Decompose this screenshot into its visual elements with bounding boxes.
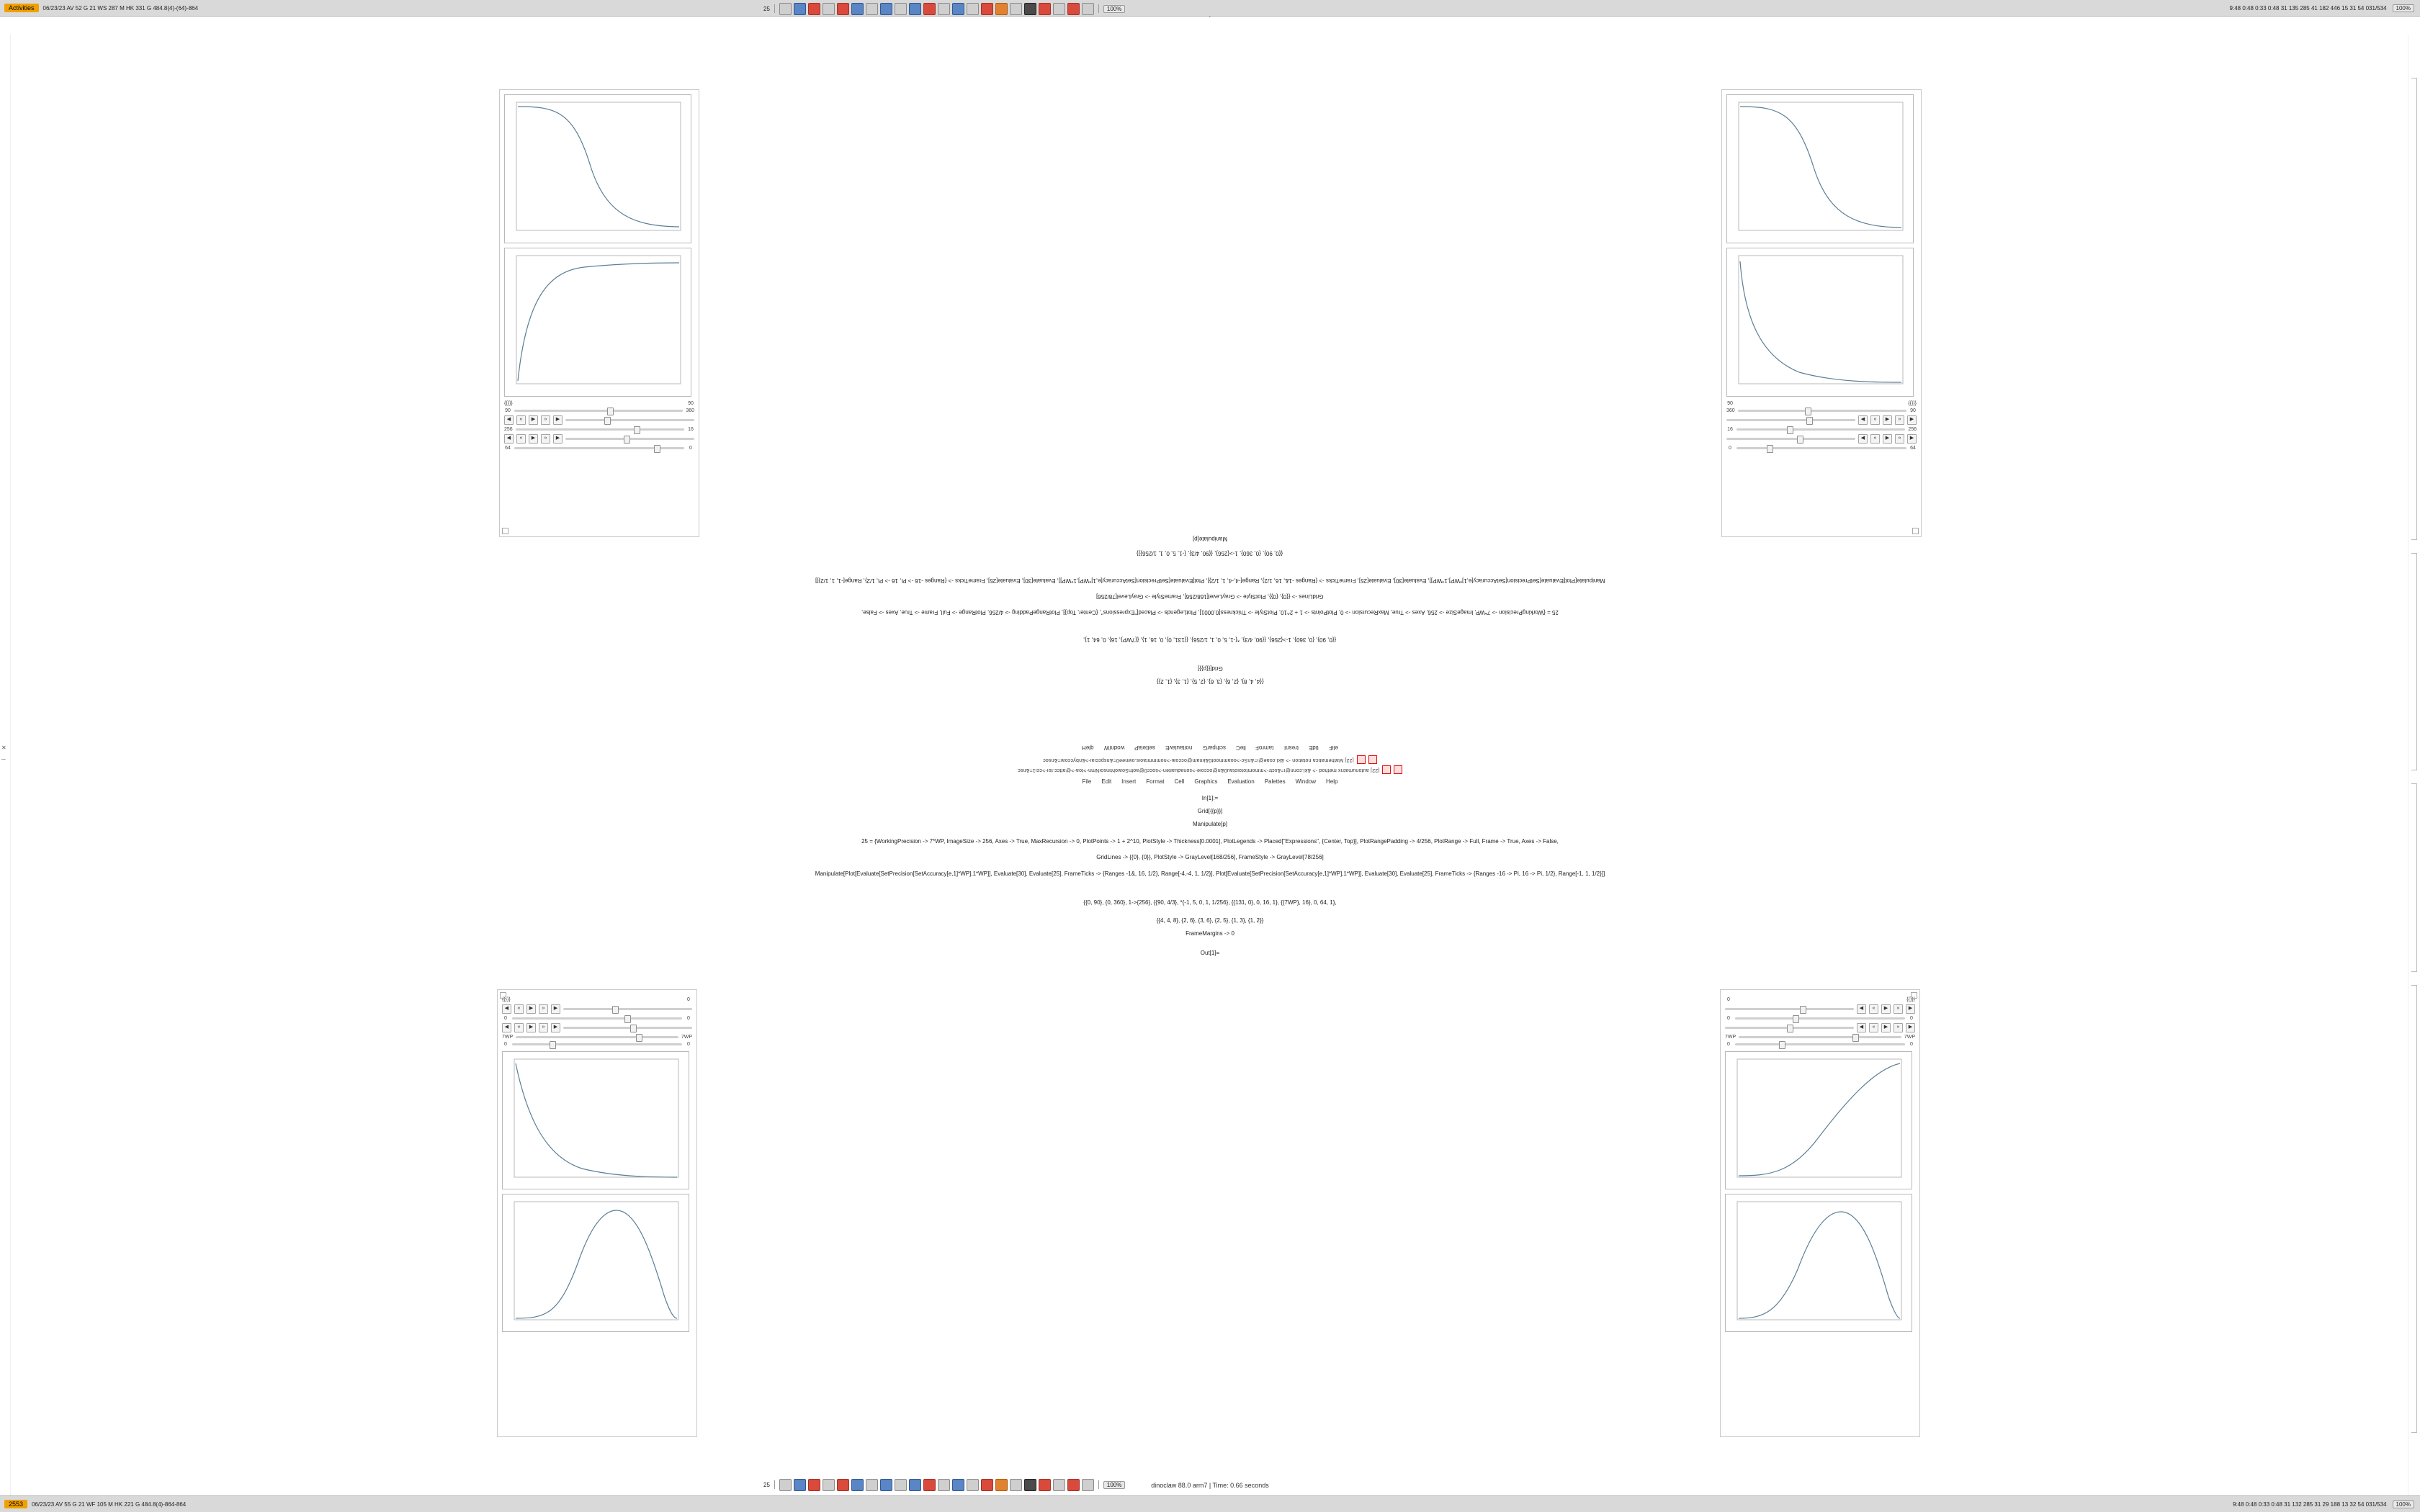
slider-row-1[interactable] [1726,408,1917,413]
slider-4[interactable] [1726,438,1855,440]
plot-top-left-upper [504,94,691,243]
play-button[interactable]: ▶ [529,415,538,425]
slider-5[interactable] [1736,447,1906,449]
mirrored-app-window[interactable] [936,744,1484,785]
plot-bottom-left-lower [502,1194,689,1332]
control-label-left: {{}}} [502,997,511,1002]
control-label-right: 90 [688,401,694,406]
step-forward-button[interactable]: ▶ [1906,1023,1915,1032]
record-icon[interactable] [981,3,993,15]
forward-button[interactable]: » [541,434,550,444]
forward-button[interactable]: » [1895,415,1904,425]
cell-bracket[interactable] [2411,985,2417,1433]
slider-row-5[interactable] [1725,1042,1915,1047]
menu-item-help[interactable]: Help [1326,778,1338,785]
rewind-button[interactable]: « [1869,1023,1878,1032]
terminal-icon[interactable] [779,1479,792,1491]
transport-row-2[interactable] [502,1023,692,1032]
error-marker-icon[interactable] [1368,755,1377,764]
plot-bottom-left-upper [502,1051,689,1189]
record-icon[interactable] [1039,1479,1051,1491]
play-button[interactable]: ▶ [529,434,538,444]
bottom-taskbar-overflow[interactable]: 100% [1103,1481,1125,1489]
control-row-label [504,401,694,406]
slider-5-max: 0 [1910,1042,1913,1047]
error-marker-icon[interactable] [1394,765,1402,774]
slider-4-max: 7WP [681,1035,692,1040]
slider-5-value: 0 [1729,446,1731,451]
slider-5[interactable] [512,1043,682,1045]
step-forward-button[interactable]: ▶ [1907,415,1917,425]
calculator-icon[interactable] [895,1479,907,1491]
code-line-4: {{0, 90}, {0, 360}, 1->{256}, {{90, 4/3}, *{-1, 5, 0, 1, 1/256}, {{131, 0}, 0, 16, 1}, {{7WP}, 16}, 0, 64, 1}, [1083,899,1337,906]
control-label-left: {{}}} [504,401,513,406]
slider-5-value: 0 [504,1042,507,1047]
terminal-icon[interactable] [779,3,792,15]
control-row-label [502,997,692,1002]
record-icon[interactable] [981,1479,993,1491]
top-bar-right-clock: 9:48 0:48 0:33 0:48 31 135 285 41 182 446 15 31 54 031/534 [2229,4,2387,12]
transport-row-2[interactable] [504,434,694,444]
rewind-button[interactable]: « [514,1004,524,1014]
play-button[interactable]: ▶ [526,1004,536,1014]
slider-4[interactable] [1739,1036,1901,1038]
bottom-bar-clock: 06/23/23 AV 55 G 21 WF 105 M HK 221 G 484.8(4)-864-864 [32,1500,187,1508]
music-icon[interactable] [938,3,950,15]
disk-icon[interactable] [1053,3,1065,15]
plot-top-right-upper [1726,94,1914,243]
slider-4[interactable] [565,438,694,440]
code-row-1[interactable] [936,755,1484,764]
camera-icon[interactable] [995,3,1008,15]
left-margin-rail [0,35,11,1511]
slider-5-value: 64 [505,446,511,451]
step-forward-button[interactable]: ▶ [551,1023,560,1032]
top-taskbar[interactable] [763,1,1125,16]
rewind-button[interactable]: « [514,1023,524,1032]
step-forward-button[interactable]: ▶ [551,1004,560,1014]
step-forward-button[interactable]: ▶ [1906,1004,1915,1014]
step-back-button[interactable]: ◀ [504,415,514,425]
forward-button[interactable]: » [541,415,550,425]
paint-icon[interactable] [1024,1479,1036,1491]
bottom-bar-zoom[interactable]: 100% [2393,1500,2414,1508]
slider-3[interactable] [1725,1027,1854,1029]
code-line-1: Manipulate[Plot[Evaluate[SetPrecision[SetAccuracy[e,1]*WP],1*WP]], Evaluate[30], Evaluate[25], FrameTicks -> {Ranges -1&, 16, 1/2}, Range[-4,-4, 1, 1/2}], Plot[Evaluate[SetPrecision[SetAccuracy[e,1]*WP],1*WP]], Evaluate[30], Evaluate[25], FrameTicks -> {Ranges -16 -> Pi, 16 -> Pi, 1/2}, Range[-1, 1, 1/2}]] [815,870,1605,877]
control-label-right: {{}}} [1908,401,1917,406]
taskbar-count: 25 [763,5,770,12]
error-marker-icon[interactable] [1382,765,1391,774]
slider-2[interactable] [1726,419,1855,421]
slider-5-max: 0 [689,446,692,451]
menu-item-file[interactable]: eliF [1328,744,1338,751]
forward-button[interactable]: » [1895,434,1904,444]
rewind-button[interactable]: « [1869,1004,1878,1014]
slider-1[interactable] [1738,410,1906,412]
slider-3-max: 16 [688,427,694,432]
code-line-3: 25 = {WorkingPrecision -> 7*WP, ImageSize -> 256, Axes -> True, MaxRecursion -> 0, PlotPoints -> 1 + 2^10, PlotStyle -> Thickness[0.0001], PlotLegends -> Placed["Expressions", {Center, Top}], PlotRangePadding -> 4/256, PlotRange -> Full, Frame -> True, Axes -> False, [861,838,1559,845]
forward-button[interactable]: » [1894,1023,1903,1032]
network-icon[interactable] [1010,3,1022,15]
code-row-2[interactable] [936,765,1484,774]
window-close-icon[interactable]: ✕ [1,744,6,751]
menu-item-cell[interactable]: lleC [1235,744,1246,751]
menu-item-palettes[interactable]: Palettes [1264,778,1286,785]
slider-1-value: 360 [1726,408,1735,413]
menu-item-insert[interactable]: tresnI [1283,744,1299,751]
window-minimize-icon[interactable]: ─ [1,756,6,762]
slider-3-max: 256 [1908,427,1917,432]
record-icon[interactable] [808,1479,820,1491]
step-back-button[interactable]: ◀ [504,434,514,444]
top-bar-zoom[interactable]: 100% [2393,4,2414,12]
slider-1[interactable] [1725,1008,1854,1010]
menu-item-edit[interactable]: tidE [1308,744,1319,751]
mail-icon[interactable] [909,1479,921,1491]
cell-bracket[interactable] [2411,553,2417,770]
slider-row-2[interactable] [1725,1016,1915,1021]
record-icon[interactable] [837,3,849,15]
control-label-left: 0 [1727,997,1730,1002]
slider-3[interactable] [1736,428,1905,431]
code-text-2: [22] autonumatrix method -> &kl.conn@i=&sctr->mmomtotoiotau0&n@occoie->sonaduaiten->socc0@aofnSoaiohtinsoiNmn->toa->@attcc.toi->cci1=&nsc [1017,767,1380,773]
menu-item-file[interactable]: File [1082,778,1092,785]
rewind-button[interactable]: « [516,415,526,425]
slider-2-max: 0 [687,1016,690,1021]
settings-icon[interactable] [952,1479,964,1491]
result-1: {{4, 4, 8}, {2, 6}, {3, 6}, {2, 5}, {1, 3}, {1, 2}} [1156,917,1264,924]
menu-item-evaluation[interactable]: Evaluation [1227,778,1255,785]
clock-icon[interactable] [1082,1479,1094,1491]
panel-resize-handle[interactable] [1912,528,1919,534]
slider-5[interactable] [514,447,684,449]
bottom-system-bar [0,1495,2420,1512]
taskbar-separator [1098,1480,1099,1489]
manipulate-panel-bottom-left[interactable] [497,989,697,1437]
plot-top-left-lower [504,248,691,397]
slider-5-max: 0 [687,1042,690,1047]
slider-4[interactable] [516,1036,678,1038]
browser-icon[interactable] [851,1479,864,1491]
play-button[interactable]: ▶ [526,1023,536,1032]
image-viewer-icon[interactable] [880,1479,892,1491]
image-viewer-icon[interactable] [880,3,892,15]
menu-item-help[interactable]: qleH [1082,744,1094,751]
text-editor-icon[interactable] [866,3,878,15]
bottom-bar-right-clock: 9:48 0:48 0:33 0:48 31 132 285 31 29 188 13 32 54 031/534 [2233,1500,2387,1508]
network-icon[interactable] [1010,1479,1022,1491]
browser-icon[interactable] [851,3,864,15]
slider-2-max: 0 [1910,1016,1913,1021]
code-text-1: [22] Mathematica notation -> &kl.coae@i=&nSc->ooammoot0&knam@occoai->nommmtaois.ownee0=&nspcciai->&nbyccoai=&nsoc [1043,757,1354,762]
top-bar-right [2230,4,2420,12]
slider-2[interactable] [565,419,694,421]
menu-item-window[interactable]: Window [1295,778,1317,785]
slider-row-2[interactable] [502,1016,692,1021]
step-back-button[interactable]: ◀ [1858,434,1868,444]
slider-3-value: 16 [1727,427,1733,432]
record-icon[interactable] [1067,3,1080,15]
menu-item-graphics[interactable]: scihparG [1202,744,1226,751]
plot-top-right-lower [1726,248,1914,397]
taskbar-overflow[interactable]: 100% [1103,5,1125,13]
top-system-bar [0,0,2420,17]
play-button[interactable]: ▶ [1881,1004,1891,1014]
transport-row-1[interactable] [502,1004,692,1014]
step-forward-button[interactable]: ▶ [1907,434,1917,444]
mirror-code-2: GridLines -> {{0}, {0}}, PlotStyle -> GrayLevel[168/256], FrameStyle -> GrayLevel[78/256] [1096,593,1324,600]
paint-icon[interactable] [1024,3,1036,15]
step-back-button[interactable]: ◀ [1857,1023,1866,1032]
record-icon[interactable] [808,3,820,15]
control-label-right: {{}}} [1906,997,1915,1002]
play-button[interactable]: ▶ [1883,415,1892,425]
mirror-line-3: Grid[{{p}}] [1197,665,1223,672]
calculator-icon[interactable] [895,3,907,15]
text-editor-icon[interactable] [866,1479,878,1491]
mirror-line-2: {{0, 90}, {0, 360}, 1->{256}, {{90, 4/3}, {-1, 5, 0, 1, 1/256}}} [1137,550,1283,557]
menu-bar-normal[interactable] [936,778,1484,785]
record-icon[interactable] [1067,1479,1080,1491]
slider-row-5[interactable] [502,1042,692,1047]
clock-icon[interactable] [1082,3,1094,15]
control-row-label [1726,401,1917,406]
bottom-bar-right [2233,1500,2420,1508]
transport-row-1[interactable] [1726,415,1917,425]
grid-line: Grid[{{p}}] [1197,808,1223,814]
slider-row-4[interactable] [1725,1035,1915,1040]
mirror-line-4: {{4, 4, 8}, {2, 6}, {3, 6}, {2, 5}, {1, 3}, {1, 2}} [1156,678,1264,685]
menu-item-cell[interactable]: Cell [1174,778,1185,785]
archive-icon[interactable] [967,1479,979,1491]
mirror-line-1: Manipulate[p] [1192,536,1228,542]
files-icon[interactable] [794,3,806,15]
slider-4-value: 7WP [502,1035,514,1040]
folder-icon[interactable] [823,3,835,15]
rewind-button[interactable]: « [1870,415,1880,425]
cell-bracket[interactable] [2411,78,2417,540]
slider-row-3[interactable] [504,427,694,432]
forward-button[interactable]: » [539,1023,548,1032]
bottom-taskbar-count: 25 [763,1481,770,1488]
taskbar-separator [1098,4,1099,13]
menu-item-insert[interactable]: Insert [1121,778,1137,785]
step-forward-button[interactable]: ▶ [553,434,563,444]
slider-4-value: 7WP [1725,1035,1736,1040]
plot-bottom-right-upper [1725,1051,1912,1189]
error-marker-icon[interactable] [1357,755,1366,764]
menu-item-format[interactable]: Format [1146,778,1165,785]
menu-item-window[interactable]: wodniW [1103,744,1125,751]
status-message: dinoclaw 88.0 arm7 | Time: 0.66 seconds [1151,1482,1269,1489]
slider-2[interactable] [512,1017,682,1020]
menu-item-evaluation[interactable]: noitaulavE [1165,744,1193,751]
panel-resize-handle[interactable] [502,528,508,534]
manipulate-panel-top-left[interactable] [499,89,699,537]
activities-menu[interactable]: Activities [4,4,39,12]
menu-item-graphics[interactable]: Graphics [1194,778,1218,785]
step-back-button[interactable]: ◀ [1858,415,1868,425]
slider-5-value: 0 [1727,1042,1730,1047]
manipulate-panel-top-right[interactable] [1721,89,1922,537]
mirror-code-1: Manipulate[Plot[Evaluate[SetPrecision[SetAccuracy[e,1]*WP],1*WP]], Evaluate[30], Evaluate[25], FrameTicks -> {Ranges -1&, 16, 1/2}, Range[-4,-4, 1, 1/2}], Plot[Evaluate[SetPrecision[SetAccuracy[e,1]*WP],1*WP]], Evaluate[30], Evaluate[25], FrameTicks -> {Ranges -16 -> Pi, 16 -> Pi, 1/2}, Range[-1, 1, 1/2}]] [815,577,1605,584]
notebook-canvas[interactable] [0,17,2420,1493]
mirror-code-4: {{0, 90}, {0, 360}, 1->{256}, {{90, 4/3}, *{-1, 5, 0, 1, 1/256}, {{131, 0}, 0, 16, 1}, {{7WP}, 16}, 0, 64, 1}, [1083,636,1337,643]
forward-button[interactable]: » [539,1004,548,1014]
record-icon[interactable] [923,3,936,15]
panel-resize-handle[interactable] [1911,992,1917,999]
control-label-right: 0 [687,997,690,1002]
slider-5[interactable] [1735,1043,1905,1045]
menu-item-edit[interactable]: Edit [1101,778,1112,785]
manipulate-line: Manipulate[p] [1192,821,1228,827]
slider-1-value: 90 [505,408,511,413]
step-back-button[interactable]: ◀ [1857,1004,1866,1014]
slider-3[interactable] [516,428,684,431]
taskbar-separator [774,4,775,13]
taskbar-separator [774,1480,775,1489]
out-label-2: Out[1]= [1200,950,1220,956]
slider-1-max: 360 [686,408,694,413]
forward-button[interactable]: » [1894,1004,1903,1014]
menu-bar-mirrored[interactable] [936,744,1484,751]
bottom-taskbar[interactable] [763,1477,1125,1492]
panel-resize-handle[interactable] [500,992,506,999]
play-button[interactable]: ▶ [1883,434,1892,444]
transport-row-2[interactable] [1725,1023,1915,1032]
menu-item-palettes[interactable]: settelaP [1134,744,1156,751]
mail-icon[interactable] [909,3,921,15]
slider-5-max: 64 [1910,446,1916,451]
archive-icon[interactable] [967,3,979,15]
camera-icon[interactable] [995,1479,1008,1491]
control-row-label [1725,997,1915,1002]
record-icon[interactable] [837,1479,849,1491]
manipulate-panel-bottom-right[interactable] [1720,989,1920,1437]
right-cell-rail[interactable] [2408,35,2420,1511]
slider-2-value: 0 [504,1016,507,1021]
music-icon[interactable] [938,1479,950,1491]
slider-2[interactable] [1735,1017,1905,1020]
bottom-activities-menu[interactable]: 2553 [4,1500,27,1508]
code-line-2: GridLines -> {{0}, {0}}, PlotStyle -> GrayLevel[168/256], FrameStyle -> GrayLevel[78/256] [1096,854,1324,860]
frame-margins-line: FrameMargins -> 0 [1186,930,1234,937]
disk-icon[interactable] [1053,1479,1065,1491]
slider-2-value: 0 [1727,1016,1730,1021]
step-back-button[interactable]: ◀ [502,1023,511,1032]
slider-1[interactable] [563,1008,692,1010]
play-button[interactable]: ▶ [1881,1023,1891,1032]
rewind-button[interactable]: « [1870,434,1880,444]
slider-row-5[interactable] [1726,446,1917,451]
rewind-button[interactable]: « [516,434,526,444]
plot-bottom-right-lower [1725,1194,1912,1332]
bottom-bar-left [0,1500,186,1508]
slider-row-1[interactable] [1725,1004,1915,1014]
out-label-1: In[1]:= [1201,795,1219,801]
step-back-button[interactable]: ◀ [502,1004,511,1014]
transport-row-2[interactable] [1726,434,1917,444]
slider-1-max: 90 [1910,408,1916,413]
top-bar-clock: 06/23/23 AV 52 G 21 WS 287 M HK 331 G 484.8(4)-(64)-864 [42,4,199,12]
slider-row-5[interactable] [504,446,694,451]
slider-1[interactable] [514,410,683,412]
step-forward-button[interactable]: ▶ [553,415,563,425]
slider-3[interactable] [563,1027,692,1029]
slider-row-3[interactable] [1726,427,1917,432]
menu-item-format[interactable]: tamroF [1255,744,1274,751]
slider-row-4[interactable] [502,1035,692,1040]
slider-4-max: 7WP [1904,1035,1915,1040]
top-bar-left [0,4,198,12]
control-label-left: 90 [1727,401,1733,406]
slider-row-1[interactable] [504,408,694,413]
transport-row-1[interactable] [504,415,694,425]
files-icon[interactable] [794,1479,806,1491]
mirror-code-3: 25 = {WorkingPrecision -> 7*WP, ImageSize -> 256, Axes -> True, MaxRecursion -> 0, PlotPoints -> 1 + 2^10, PlotStyle -> Thickness[0.0001], PlotLegends -> Placed["Expressions", {Center, Top}], PlotRangePadding -> 4/256, PlotRange -> Full, Frame -> True, Axes -> False, [861,609,1559,616]
record-icon[interactable] [1039,3,1051,15]
folder-icon[interactable] [823,1479,835,1491]
slider-3-value: 256 [504,427,513,432]
settings-icon[interactable] [952,3,964,15]
record-icon[interactable] [923,1479,936,1491]
